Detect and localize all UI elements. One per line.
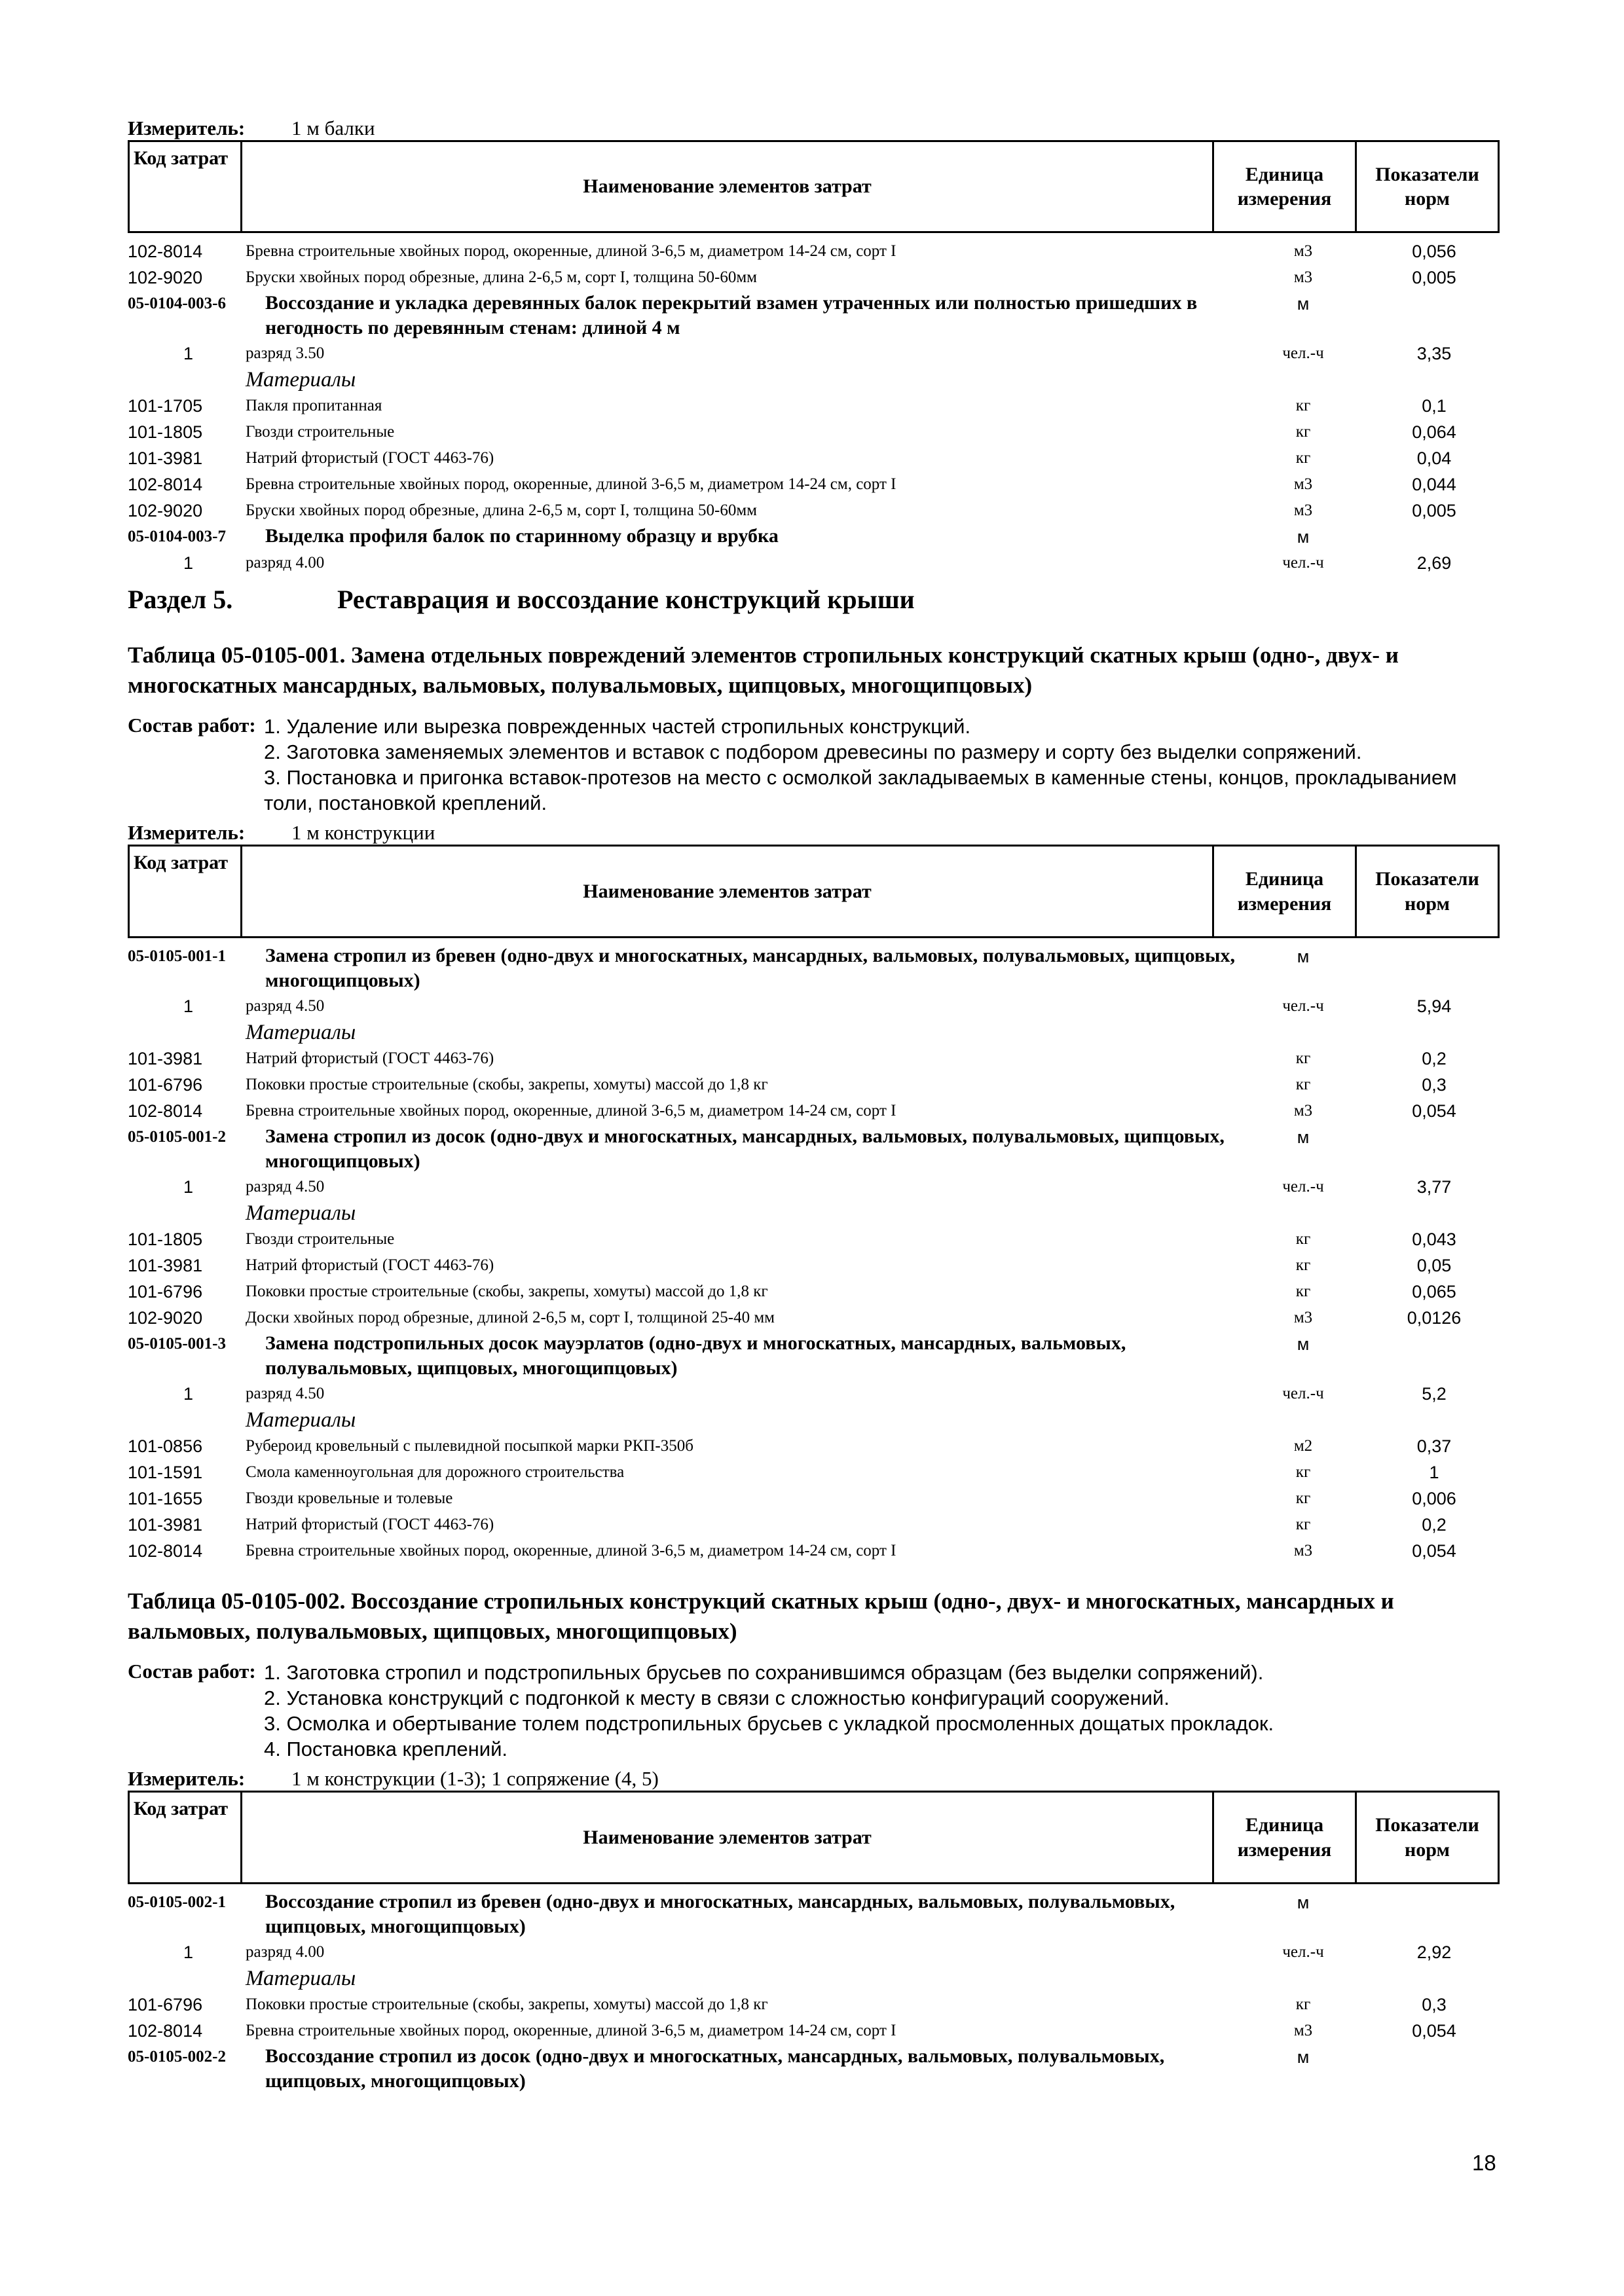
row-code: 101-6796 [128,1075,203,1095]
table-rows [128,1889,1500,2094]
item-heading-row [128,943,1500,993]
row-value: 2,92 [1416,1942,1452,1962]
row-name: Выделка профиля балок по старинному образцу и врубка [265,525,779,547]
row-unit: чел.-ч [1282,1385,1324,1402]
row-unit: кг [1295,1230,1311,1248]
work-composition-item: 1. Удаление или вырезка поврежденных частей стропильных конструкций. [264,715,971,738]
work-composition-item: 1. Заготовка стропил и подстропильных брусьев по сохранившимся образцам (без выделки сопряжений). [264,1661,1264,1684]
row-unit: кг [1295,1076,1311,1093]
row-name: Бруски хвойных пород обрезные, длина 2-6,5 м, сорт I, толщина 50-60мм [246,501,758,519]
row-name: Бревна строительные хвойных пород, окоренные, длиной 3-6,5 м, диаметром 14-24 см, сорт I [246,1542,896,1559]
measure-line [128,1762,1500,1791]
header-name: Наименование элементов затрат [242,847,1214,936]
row-value: 1 [1429,1463,1439,1482]
row-code: 101-6796 [128,1995,203,2014]
row-unit: м [1297,294,1310,314]
row-value: 0,2 [1422,1515,1447,1535]
table-row [128,1174,1500,1200]
row-code: 101-3981 [128,1049,203,1068]
section-title: Реставрация и воссоздание конструкций крыши [337,584,915,614]
materials-label: Материалы [246,1021,356,1044]
row-name: Поковки простые строительные (скобы, закрепы, хомуты) массой до 1,8 кг [246,1076,768,1093]
measure-value: 1 м конструкции [291,821,435,844]
row-code: 101-3981 [128,1256,203,1275]
row-unit: кг [1295,1463,1311,1481]
work-composition-item: 2. Установка конструкций с подгонкой к месту в связи с сложностью конфигураций сооружений. [264,1686,1170,1709]
header-norm: Показатели норм [1375,868,1479,915]
table-rows [128,238,1500,576]
row-unit: м3 [1293,242,1313,260]
table-row [128,1512,1500,1538]
row-value: 0,3 [1422,1995,1447,2014]
table-row [128,264,1500,291]
row-name: разряд 4.00 [246,1943,325,1961]
table-header [128,1791,1500,1884]
table-row [128,238,1500,264]
row-code: 101-1705 [128,396,203,416]
measure-label: Измеритель: [128,821,246,844]
row-name: Воссоздание стропил из досок (одно-двух и многоскатных, мансардных, вальмовых, полувальмовых, щипцовых, многощипцовых) [265,2045,1165,2092]
row-name: Воссоздание стропил из бревен (одно-двух и многоскатных, мансардных, вальмовых, полувальмовых, щипцовых, многощипцовых) [265,1891,1175,1937]
table-row [128,1459,1500,1485]
row-unit: м [1297,527,1310,547]
row-name: Доски хвойных пород обрезные, длиной 2-6,5 м, сорт I, толщиной 25-40 мм [246,1309,775,1326]
table-row [128,1485,1500,1512]
row-unit: м [1297,1127,1310,1147]
row-name: Бруски хвойных пород обрезные, длина 2-6,5 м, сорт I, толщина 50-60мм [246,268,758,286]
row-name: разряд 3.50 [246,344,325,362]
table-row [128,1279,1500,1305]
row-value: 0,005 [1412,268,1456,287]
row-code: 05-0104-003-6 [128,295,226,312]
row-name: Бревна строительные хвойных пород, окоренные, длиной 3-6,5 м, диаметром 14-24 см, сорт I [246,242,896,260]
row-name: Гвозди строительные [246,1230,395,1248]
table-row [128,1381,1500,1407]
row-unit: м3 [1293,1309,1313,1326]
row-code: 101-6796 [128,1282,203,1302]
table-header [128,845,1500,938]
header-code: Код затрат [130,847,242,936]
item-heading-row [128,1889,1500,1939]
materials-label-row [128,1019,1500,1046]
row-code: 102-9020 [128,1308,203,1328]
row-value: 3,35 [1416,344,1452,363]
row-unit: кг [1295,449,1311,467]
header-unit: Единица измерения [1214,142,1357,231]
row-code: 05-0105-002-2 [128,2048,226,2066]
table-row [128,2018,1500,2044]
row-name: Бревна строительные хвойных пород, окоренные, длиной 3-6,5 м, диаметром 14-24 см, сорт I [246,1102,896,1120]
measure-value: 1 м балки [291,117,375,139]
work-composition-item: 3. Постановка и пригонка вставок-протезов на место с осмолкой закладываемых в каменные стены, концов, прокладыванием толи, постановкой креплений. [264,766,1457,814]
table-row [128,993,1500,1019]
header-code: Код затрат [130,142,242,231]
row-name: Замена подстропильных досок мауэрлатов (одно-двух и многоскатных, мансардных, вальмовых, полувальмовых, щипцовых, многощипцовых) [265,1332,1126,1379]
row-code: 101-3981 [128,448,203,468]
table-title: Таблица 05-0105-002. Воссоздание стропильных конструкций скатных крыш (одно-, двух- и многоскатных, мансардных и вальмовых, полувальмовых, щипцовых, многощипцовых) [128,1588,1394,1644]
work-composition [128,714,1500,816]
row-code: 05-0105-001-2 [128,1128,226,1146]
row-code: 1 [183,1942,193,1962]
measure-line [128,816,1500,845]
row-code: 101-0856 [128,1436,203,1456]
measure-label: Измеритель: [128,1767,246,1790]
row-value: 0,054 [1412,2021,1456,2041]
materials-label: Материалы [246,1201,356,1225]
row-unit: чел.-ч [1282,1943,1324,1961]
section-heading [128,580,1500,618]
row-code: 101-3981 [128,1515,203,1535]
row-name: Воссоздание и укладка деревянных балок перекрытий взамен утраченных или полностью пришедших в негодность по деревянным стенам: длиной 4 м [265,292,1198,338]
work-composition-item: 4. Постановка креплений. [264,1738,508,1760]
header-norm: Показатели норм [1375,163,1479,210]
work-composition-label: Состав работ: [128,714,256,737]
materials-label: Материалы [246,368,356,392]
row-name: Бревна строительные хвойных пород, окоренные, длиной 3-6,5 м, диаметром 14-24 см, сорт I [246,2022,896,2039]
row-code: 101-1805 [128,1230,203,1249]
header-unit: Единица измерения [1214,1793,1357,1882]
work-composition [128,1660,1500,1762]
row-value: 0,04 [1416,448,1452,468]
row-value: 5,94 [1416,996,1452,1016]
item-heading-row [128,291,1500,340]
measure-line [128,111,1500,140]
materials-label-row [128,1200,1500,1226]
row-value: 0,2 [1422,1049,1447,1068]
row-name: разряд 4.50 [246,1385,325,1402]
materials-label-row [128,1965,1500,1992]
row-code: 05-0105-001-1 [128,947,226,965]
row-unit: чел.-ч [1282,554,1324,572]
row-name: Гвозди строительные [246,423,395,441]
row-code: 101-1591 [128,1463,203,1482]
item-heading-row [128,524,1500,550]
row-value: 0,064 [1412,422,1456,442]
row-code: 1 [183,344,193,363]
row-name: Натрий фтористый (ГОСТ 4463-76) [246,1049,494,1067]
row-value: 0,054 [1412,1541,1456,1561]
row-unit: кг [1295,1283,1311,1300]
table-row [128,1939,1500,1965]
row-code: 1 [183,996,193,1016]
header-code: Код затрат [130,1793,242,1882]
row-value: 0,043 [1412,1230,1456,1249]
row-unit: м [1297,1893,1310,1912]
row-value: 5,2 [1422,1384,1447,1404]
row-code: 102-8014 [128,242,203,261]
row-value: 0,37 [1416,1436,1452,1456]
row-unit: чел.-ч [1282,344,1324,362]
row-value: 0,056 [1412,242,1456,261]
work-composition-item: 3. Осмолка и обертывание толем подстропильных брусьев с укладкой просмоленных дощатых прокладок. [264,1712,1274,1735]
row-unit: чел.-ч [1282,997,1324,1015]
row-code: 1 [183,553,193,573]
row-unit: м3 [1293,268,1313,286]
table-row [128,445,1500,471]
table-rows [128,943,1500,1564]
row-unit: кг [1295,1489,1311,1507]
row-name: Гвозди кровельные и толевые [246,1489,453,1507]
table-row [128,1098,1500,1124]
work-composition-items [264,714,1500,816]
materials-label-row [128,367,1500,393]
table-row [128,1433,1500,1459]
work-composition-item: 2. Заготовка заменяемых элементов и вставок с подбором древесины по размеру и сорту без выделки сопряжений. [264,740,1362,763]
row-name: разряд 4.50 [246,997,325,1015]
row-value: 0,0126 [1407,1308,1462,1328]
row-name: Натрий фтористый (ГОСТ 4463-76) [246,449,494,467]
materials-label: Материалы [246,1967,356,1990]
work-composition-label: Состав работ: [128,1660,256,1683]
row-name: Бревна строительные хвойных пород, окоренные, длиной 3-6,5 м, диаметром 14-24 см, сорт I [246,475,896,493]
section-label: Раздел 5. [128,584,233,614]
table-row [128,1305,1500,1331]
table-row [128,1992,1500,2018]
row-unit: кг [1295,1516,1311,1533]
row-unit: м2 [1293,1437,1313,1455]
row-name: Натрий фтористый (ГОСТ 4463-76) [246,1256,494,1274]
row-value: 0,05 [1416,1256,1452,1275]
row-code: 102-9020 [128,268,203,287]
row-unit: чел.-ч [1282,1178,1324,1195]
row-name: Замена стропил из бревен (одно-двух и многоскатных, мансардных, вальмовых, полувальмовых, щипцовых, многощипцовых) [265,945,1235,991]
row-code: 101-1805 [128,422,203,442]
row-code: 05-0104-003-7 [128,528,226,545]
row-name: Пакля пропитанная [246,397,382,414]
measure-value: 1 м конструкции (1-3); 1 сопряжение (4, 5) [291,1767,659,1790]
row-value: 0,1 [1422,396,1447,416]
table-row [128,340,1500,367]
row-code: 102-8014 [128,475,203,494]
row-value: 3,77 [1416,1177,1452,1197]
row-name: разряд 4.50 [246,1178,325,1195]
table-row [128,471,1500,498]
table-row [128,1046,1500,1072]
item-heading-row [128,1331,1500,1381]
row-code: 102-8014 [128,2021,203,2041]
header-unit: Единица измерения [1214,847,1357,936]
row-unit: кг [1295,423,1311,441]
row-code: 1 [183,1384,193,1404]
row-unit: м3 [1293,1542,1313,1559]
row-name: Поковки простые строительные (скобы, закрепы, хомуты) массой до 1,8 кг [246,1995,768,2013]
header-name: Наименование элементов затрат [242,1793,1214,1882]
table-row [128,419,1500,445]
row-unit: кг [1295,1995,1311,2013]
row-name: разряд 4.00 [246,554,325,572]
row-code: 102-9020 [128,501,203,520]
row-name: Замена стропил из досок (одно-двух и многоскатных, мансардных, вальмовых, полувальмовых, щипцовых, многощипцовых) [265,1125,1225,1172]
row-value: 0,065 [1412,1282,1456,1302]
document-page [128,111,1500,2094]
row-code: 102-8014 [128,1541,203,1561]
row-unit: м [1297,2047,1310,2067]
table-row [128,1252,1500,1279]
row-code: 1 [183,1177,193,1197]
table-row [128,1226,1500,1252]
header-name: Наименование элементов затрат [242,142,1214,231]
item-heading-row [128,1124,1500,1174]
header-norm: Показатели норм [1375,1814,1479,1861]
page-number: 18 [1472,2151,1496,2175]
table-header [128,140,1500,233]
row-value: 2,69 [1416,553,1452,573]
work-composition-items [264,1660,1274,1762]
row-unit: м3 [1293,2022,1313,2039]
row-value: 0,3 [1422,1075,1447,1095]
row-value: 0,044 [1412,475,1456,494]
row-name: Смола каменноугольная для дорожного строительства [246,1463,625,1481]
row-value: 0,054 [1412,1101,1456,1121]
table-row [128,1072,1500,1098]
row-unit: м [1297,1334,1310,1354]
table-row [128,1538,1500,1564]
row-code: 05-0105-002-1 [128,1893,226,1911]
row-value: 0,005 [1412,501,1456,520]
row-unit: кг [1295,1049,1311,1067]
row-unit: м [1297,947,1310,966]
row-unit: м3 [1293,475,1313,493]
table-row [128,498,1500,524]
measure-label: Измеритель: [128,117,246,139]
row-code: 101-1655 [128,1489,203,1508]
row-unit: м3 [1293,501,1313,519]
table-row [128,393,1500,419]
row-name: Поковки простые строительные (скобы, закрепы, хомуты) массой до 1,8 кг [246,1283,768,1300]
table-title: Таблица 05-0105-001. Замена отдельных повреждений элементов стропильных конструкций скатных крыш (одно-, двух- и многоскатных мансардных, вальмовых, полувальмовых, щипцовых, многощипцовых) [128,642,1399,698]
row-code: 102-8014 [128,1101,203,1121]
materials-label-row [128,1407,1500,1433]
materials-label: Материалы [246,1408,356,1432]
row-unit: м3 [1293,1102,1313,1120]
table-row [128,550,1500,576]
row-name: Рубероид кровельный с пылевидной посыпкой марки РКП-350б [246,1437,693,1455]
row-value: 0,006 [1412,1489,1456,1508]
row-unit: кг [1295,1256,1311,1274]
row-name: Натрий фтористый (ГОСТ 4463-76) [246,1516,494,1533]
item-heading-row [128,2044,1500,2094]
row-unit: кг [1295,397,1311,414]
row-code: 05-0105-001-3 [128,1335,226,1353]
